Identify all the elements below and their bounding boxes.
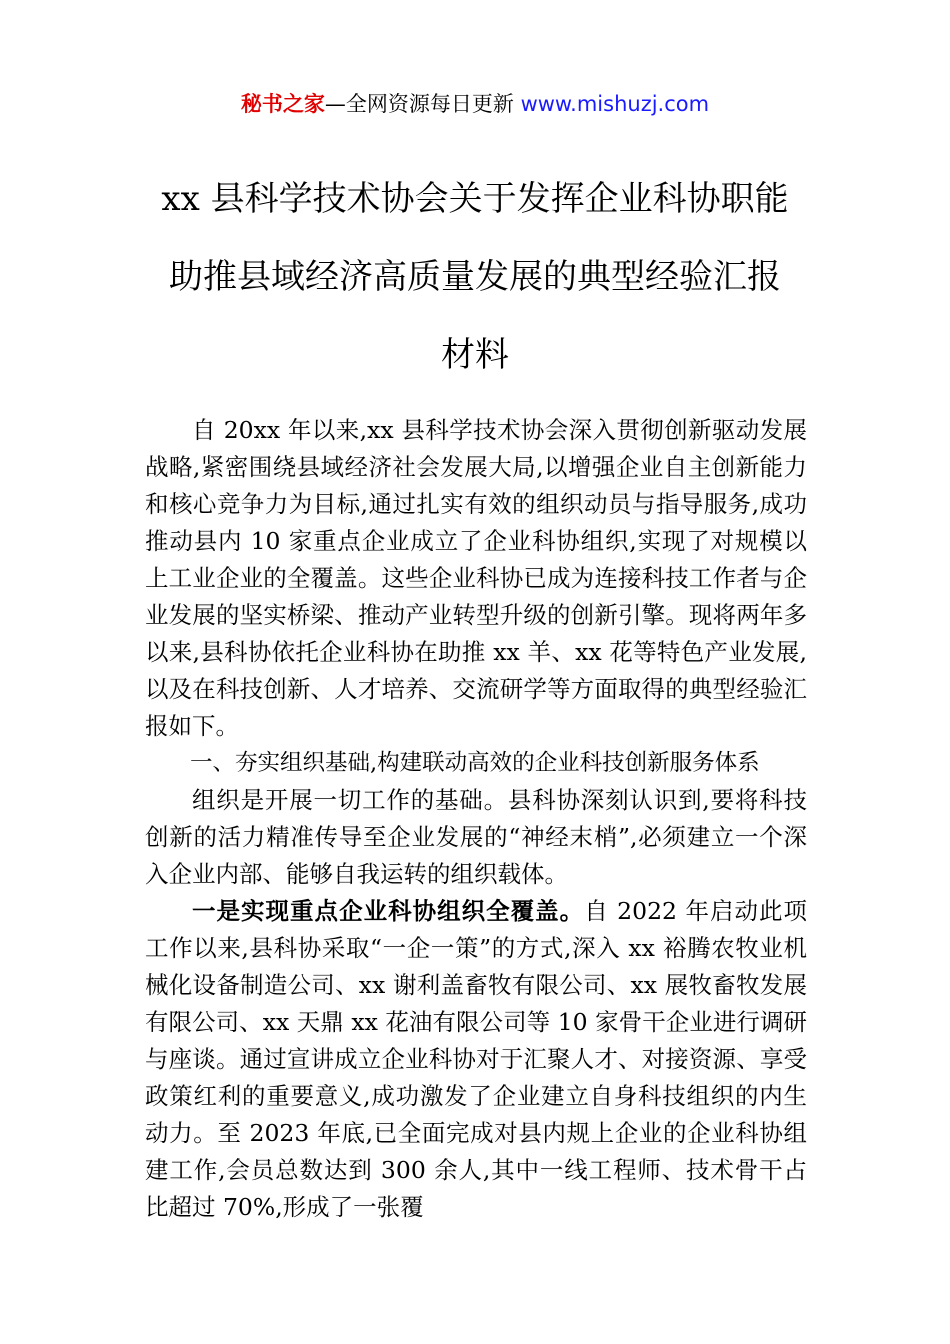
site-url-link[interactable]: www.mishuzj.com (520, 92, 710, 116)
section-1-heading: 一、夯实组织基础,构建联动高效的企业科技创新服务体系 (190, 750, 760, 776)
section-1-paragraph-2 (145, 893, 807, 1226)
intro-paragraph: 自 20xx 年以来,xx 县科学技术协会深入贯彻创新驱动发展战略,紧密围绕县域经济社会发展大局,以增强企业自主创新能力和核心竞争力为目标,通过扎实有效的组织动员与指导服务,成功推动县内 10 家重点企业成立了企业科协组织,实现了对规模以上工业企业的全覆盖。这些企业科协已成为连接科技工作者与企业发展的坚实桥梁、推动产业转型升级的创新引擎。现将两年多以来,县科协依托企业科协在助推 xx 羊、xx 花等特色产业发展,以及在科技创新、人才培养、交流研学等方面取得的典型经验汇报如下。 (145, 416, 807, 740)
title-line-1: xx 县科学技术协会关于发挥企业科协职能 (161, 179, 789, 219)
title-line-3: 材料 (441, 335, 509, 375)
document-title (120, 160, 830, 394)
title-line-2: 助推县域经济高质量发展的典型经验汇报 (169, 257, 781, 297)
section-1-paragraph-2-text: 自 2022 年启动此项工作以来,县科协采取“一企一策”的方式,深入 xx 裕腾农牧业机械化设备制造公司、xx 谢利盖畜牧有限公司、xx 展牧畜牧发展有限公司、xx 天鼎 xx 花油有限公司等 10 家骨干企业进行调研与座谈。通过宣讲成立企业科协对于汇聚人才、对接资源、享受政策红利的重要意义,成功激发了企业建立自身科技组织的内生动力。至 2023 年底,已全面完成对县内规上企业的企业科协组建工作,会员总数达到 300 余人,其中一线工程师、技术骨干占比超过 70%,形成了一张覆 (145, 897, 808, 1221)
site-brand: 秘书之家 (240, 92, 325, 116)
site-tagline: —全网资源每日更新 (324, 92, 521, 116)
site-header (0, 88, 950, 120)
document-body (145, 412, 807, 1226)
section-1-paragraph-2-lead: 一是实现重点企业科协组织全覆盖。 (192, 897, 585, 925)
section-1-paragraph-1: 组织是开展一切工作的基础。县科协深刻认识到,要将科技创新的活力精准传导至企业发展的“神经末梢”,必须建立一个深入企业内部、能够自我运转的组织载体。 (145, 786, 807, 888)
